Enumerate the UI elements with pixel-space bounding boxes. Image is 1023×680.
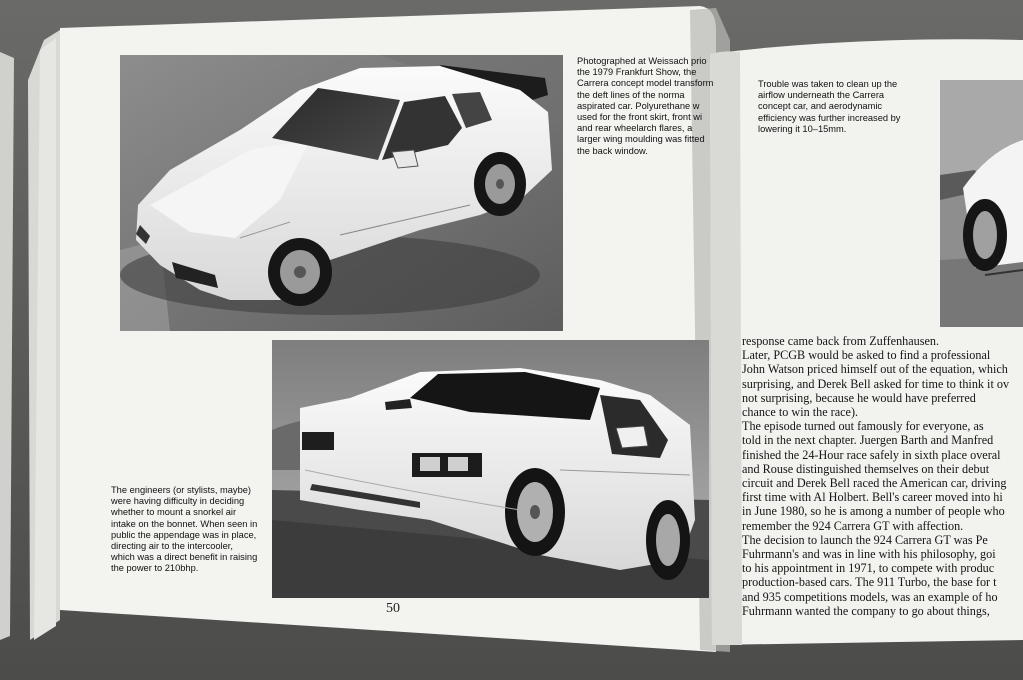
body-line: Later, PCGB would be asked to find a professional	[742, 348, 991, 363]
caption-line: directing air to the intercooler,	[111, 541, 233, 552]
caption-line: lowering it 10–15mm.	[758, 123, 847, 134]
caption-line: Trouble was taken to clean up the	[758, 79, 898, 89]
body-line: first time with Al Holbert. Bell's career moved into hi	[742, 490, 1003, 505]
body-line: and 935 competitions models, was an example of ho	[742, 589, 998, 604]
caption-left	[111, 485, 257, 575]
body-line: to his appointment in 1971, to compete with produc	[742, 561, 995, 576]
body-line: finished the 24-Hour race safely in sixth place overal	[742, 447, 1001, 462]
body-line: The episode turned out famously for everyone, as	[742, 419, 984, 434]
caption-line: the 1979 Frankfurt Show, the	[577, 67, 697, 78]
caption-line: intake on the bonnet. When seen in	[111, 518, 258, 529]
photo-top	[120, 55, 563, 331]
caption-line: the deft lines of the norma	[577, 89, 685, 100]
caption-line: were having difficulty in deciding	[111, 496, 245, 507]
photo-right-cropped	[940, 80, 1023, 327]
caption-line: The engineers (or stylists, maybe)	[111, 485, 252, 495]
caption-line: the back window.	[577, 145, 648, 156]
body-line: production-based cars. The 911 Turbo, the base for t	[742, 575, 997, 590]
caption-line: which was a direct benefit in raising	[111, 552, 258, 563]
caption-line: whether to mount a snorkel air	[111, 507, 237, 518]
body-line: told in the next chapter. Juergen Barth and Manfred	[742, 433, 994, 448]
body-line: circuit and Derek Bell raced the American car, driving	[742, 476, 1007, 491]
body-line: Fuhrmann wanted the company to go about things,	[742, 603, 990, 618]
body-line: John Watson priced himself out of the equation, which	[742, 362, 1008, 377]
body-text	[742, 334, 1009, 618]
caption-line: airflow underneath the Carrera	[758, 90, 885, 101]
caption-line: efficiency was further increased by	[758, 112, 901, 123]
body-line: surprising, and Derek Bell asked for time to think it ov	[742, 376, 1010, 391]
caption-line: Photographed at Weissach prio	[577, 56, 707, 66]
caption-top	[577, 56, 713, 157]
body-line: not surprising, because he would have preferred	[742, 390, 976, 405]
body-line: and Rouse distinguished themselves on their debut	[742, 461, 990, 476]
photo-bottom	[272, 340, 709, 598]
body-line: Fuhrmann's and was in line with his philosophy, goi	[742, 547, 996, 562]
caption-line: concept car, and aerodynamic	[758, 101, 883, 112]
caption-line: used for the front skirt, front wi	[577, 112, 703, 123]
caption-line: the power to 210bhp.	[111, 563, 199, 574]
body-line: remember the 924 Carrera GT with affection.	[742, 518, 964, 533]
caption-line: larger wing moulding was fitted	[577, 134, 705, 145]
body-line: response came back from Zuffenhausen.	[742, 334, 940, 348]
body-line: chance to win the race).	[742, 405, 859, 420]
body-line: in June 1980, so he is among a number of people who	[742, 504, 1005, 519]
caption-line: Carrera concept model transform	[577, 78, 714, 89]
page-number: 50	[386, 601, 400, 616]
body-line: The decision to launch the 924 Carrera GT was Pe	[742, 532, 988, 547]
caption-line: public the appendage was in place,	[111, 529, 257, 540]
caption-right	[758, 79, 900, 135]
caption-line: and rear wheelarch flares, a	[577, 123, 693, 134]
caption-line: aspirated car. Polyurethane w	[577, 100, 700, 111]
